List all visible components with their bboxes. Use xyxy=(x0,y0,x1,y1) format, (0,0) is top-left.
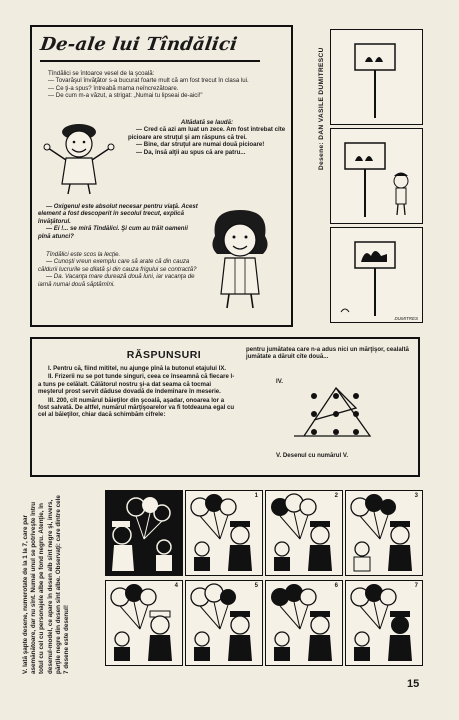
puzzle-panel-6[interactable] xyxy=(265,580,343,666)
feature-title: De-ale lui Tîndălici xyxy=(38,34,239,55)
balloon-vendor-inverse-drawing xyxy=(106,491,181,574)
sign-post-with-boy-drawing xyxy=(331,129,421,222)
puzzle-panel-7[interactable] xyxy=(345,580,423,666)
nine-dots-puzzle-solution xyxy=(290,380,374,444)
artist-signature: DUMITRES xyxy=(394,316,418,321)
illustrator-credit: Desene: DAN VASILE DUMITRESCU xyxy=(318,47,325,170)
panel-number: 2 xyxy=(334,493,338,499)
side-panel-1 xyxy=(330,29,423,125)
answer-iii: III. 200, cît numărul băieţilor din şcoală, aşadar, onoarea lor a fost salvată. De altfel, numărul mărţişoarelor va fi totdeauna egal cu cel al băieţilor, chiar dacă schimbăm cifrele: xyxy=(38,396,235,419)
joke-1 xyxy=(38,70,288,100)
panel-number: 7 xyxy=(414,583,418,589)
joke-1-line: — Ce ţi-a spus? întreabă mama neîncrezătoare. xyxy=(48,84,179,92)
balloon-vendor-drawing xyxy=(106,581,181,664)
boy-shrugging-illustration xyxy=(40,118,118,196)
joke-2-line: — Bine, dar struţul are numai două picioare! xyxy=(136,141,265,149)
joke-4 xyxy=(38,251,200,288)
sign-post-drawing xyxy=(331,30,421,123)
panel-number: 3 xyxy=(414,493,418,499)
balloon-vendor-drawing xyxy=(186,491,261,574)
joke-2-line: — Cred că azi am luat un zece. Am fost întrebat cîte picioare are struţul şi am răspuns că trei. xyxy=(128,126,286,141)
puzzle-panel-1[interactable] xyxy=(185,490,263,576)
joke-3 xyxy=(38,203,198,240)
answers-left-column xyxy=(38,365,236,419)
balloon-vendor-drawing xyxy=(186,581,261,664)
joke-4-line: Tîndălici este scos la lecţie. xyxy=(46,251,121,258)
side-panel-2 xyxy=(330,128,423,224)
balloon-vendor-drawing xyxy=(346,491,421,574)
joke-2-line: — Da, însă alţii au spus că are patru... xyxy=(136,148,246,156)
panel-number: 6 xyxy=(334,583,338,589)
panel-number: 4 xyxy=(174,583,178,589)
puzzle-instructions: V. Iată şapte desene, numerotate de la 1 la 7, care par asemănătoare, dar nu sînt. Numai unul se potriveşte întru totul cu cel cu personajele albe pe fond negru. Atenţie, în desenul-model, ce apare în desen alb sînt negre şi, invers, părţile negre din desen sînt albe. Observaţi: care dintre cele 7 desene este desenul! xyxy=(22,495,71,674)
joke-4-line: — Da. Vacanţa mare durează două luni, iar vacanţa de iarnă numai două săptămîni. xyxy=(38,273,195,288)
panel-number: 5 xyxy=(254,583,258,589)
balloon-vendor-drawing xyxy=(346,581,421,664)
joke-1-line: Tîndălici se întoarce vesel de la şcoală: xyxy=(48,70,155,77)
joke-2-line: Altădată se laudă: xyxy=(180,119,234,126)
answer-i: I. Pentru că, fiind mititel, nu ajunge pînă la butonul etajului IX. xyxy=(48,365,227,372)
joke-3-line: — Ei !... se miră Tîndălici. Şi cum au trăit oamenii pînă atunci? xyxy=(38,225,188,240)
sign-post-camel-drawing xyxy=(331,228,421,321)
title-underline xyxy=(40,60,260,62)
joke-3-line: — Oxigenul este absolut necesar pentru viaţă. Acest element a fost descoperit în secolul trecut, explică învăţătorul. xyxy=(38,203,198,225)
balloon-vendor-drawing xyxy=(266,581,341,664)
answer-iv-label: IV. xyxy=(276,378,283,385)
page-number: 15 xyxy=(407,678,420,690)
puzzle-panel-5[interactable] xyxy=(185,580,263,666)
answer-iii-continued: pentru jumătatea care n-a adus nici un mărţişor, cealaltă jumătate a dăruit cîte două... xyxy=(246,346,409,361)
joke-2 xyxy=(128,119,286,156)
boy-tousled-illustration xyxy=(205,206,275,310)
side-panel-3 xyxy=(330,227,423,323)
joke-1-line: — De cum m-a văzut, a strigat: „Numai tu lipseai de-aici!" xyxy=(48,92,203,100)
puzzle-model-panel xyxy=(105,490,183,576)
joke-4-line: — Cunoşti vreun exemplu care să arate că din cauza căldurii lucrurile se dilată şi din cauza frigului se contractă? xyxy=(38,258,197,273)
balloon-vendor-drawing xyxy=(266,491,341,574)
answers-title: RĂSPUNSURI xyxy=(126,349,202,361)
panel-number: 1 xyxy=(254,493,258,499)
joke-1-line: — Tovarăşul învăţător s-a bucurat foarte mult că am fost trecut în clasa lui. xyxy=(48,77,249,85)
puzzle-panel-2[interactable] xyxy=(265,490,343,576)
answer-v: V. Desenul cu numărul V. xyxy=(276,452,349,459)
puzzle-panel-3[interactable] xyxy=(345,490,423,576)
answer-ii: II. Frizerii nu se pot tunde singuri, ceea ce înseamnă că fiecare l-a tuns pe celălalt. Călătorul nostru şi-a dat seama că tocmai meşterul prost servit dăduse dovadă de îndemînare în meserie. xyxy=(38,373,235,396)
puzzle-panel-4[interactable] xyxy=(105,580,183,666)
